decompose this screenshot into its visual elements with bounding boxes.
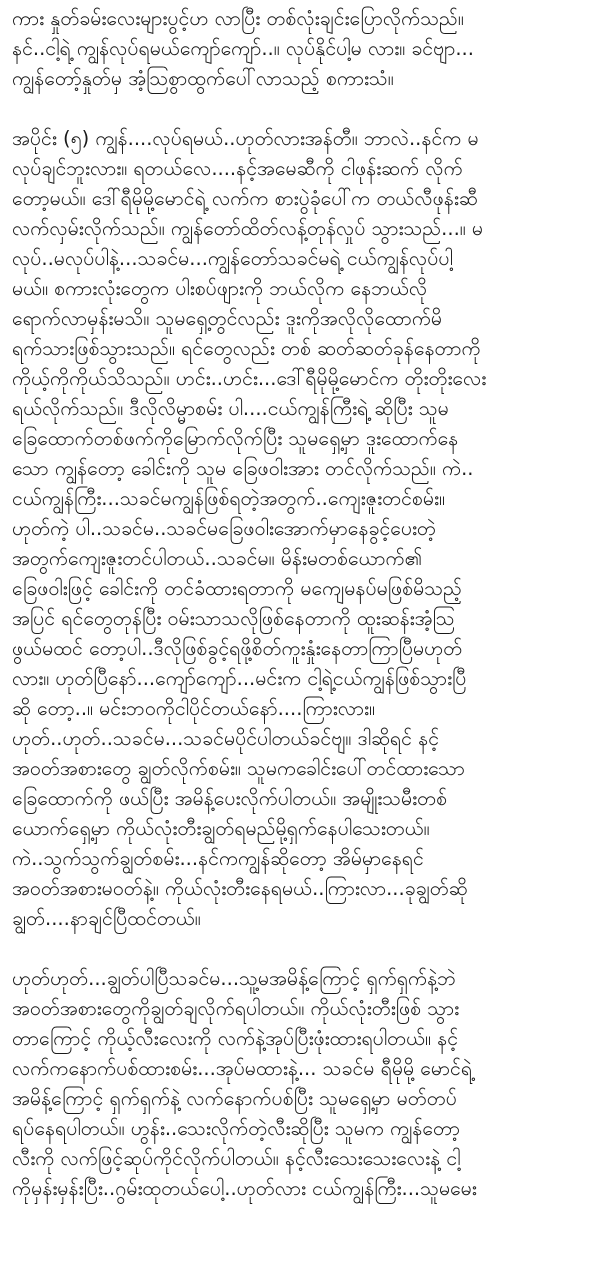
text-line: ရောက်လာမှန်းမသိ။ သူမရှေ့တွင်လည်း ဒူးကိုအလိုလိုထောက်မိ xyxy=(12,307,443,330)
text-line: နင်..ငါ့ရဲ့ ကျွန်လုပ်ရမယ်ကျော်ကျော်..။ လုပ်နိုင်ပါ့မ လား။ ခင်ဗျာ... xyxy=(12,37,474,60)
text-line: ယောက်ရှေ့မှာ ကိုယ်လုံးတီးချွတ်ရမည်မို့ရှက်နေပါသေးတယ်။ xyxy=(12,817,430,840)
text-line: ကိုမှန်းမှန်းပြီး..ဂွမ်းထုတယ်ပေါ့..ဟုတ်လား ငယ်ကျွန်ကြီး...သူမမေး xyxy=(12,1177,477,1200)
text-line: ဟုတ်..ဟုတ်..သခင်မ...သခင်မပိုင်ပါတယ်ခင်ဗျ။ ဒါဆိုရင် နင့် xyxy=(12,727,440,750)
text-line: လား။ ဟုတ်ပြီနော်...ကျော်ကျော်...မင်းက ငါ့ရဲ့ငယ်ကျွန်ဖြစ်သွားပြီ xyxy=(12,667,467,690)
text-line: ဟုတ်ဟုတ်...ချွတ်ပါပြီသခင်မ...သူ့မအမိန့်ကြောင့် ရှက်ရှက်နဲ့ဘဲ xyxy=(12,967,456,990)
text-line: ဆို တော့..။ မင်းဘဝကိုငါပိုင်တယ်နော်....ကြားလား။ xyxy=(12,697,375,720)
paragraph-intro xyxy=(12,4,599,94)
paragraph-part-5 xyxy=(12,124,599,934)
text-line: တာကြောင့် ကိုယ့်လီးလေးကို လက်နဲ့အုပ်ပြီးဖုံးထားရပါတယ်။ နင့် xyxy=(12,1027,459,1050)
text-line: မယ်။ စကားလုံးတွေက ပါးစပ်ဖျားကို ဘယ်လိုက နေဘယ်လို xyxy=(12,277,428,300)
text-line: လီးကို လက်ဖြင့်ဆုပ်ကိုင်လိုက်ပါတယ်။ နင့်လီးသေးသေးလေးနဲ့ ငါ့ xyxy=(12,1147,461,1170)
text-line: ငယ်ကျွန်ကြီး...သခင်မကျွန်ဖြစ်ရတဲ့အတွက်..ကျေးဇူးတင်စမ်း။ xyxy=(12,487,445,510)
text-line: ကဲ..သွက်သွက်ချွတ်စမ်း...နင်ကကျွန်ဆိုတော့ အိမ်မှာနေရင် xyxy=(12,847,424,870)
text-line: ဖွယ်မထင် တော့ပါ..ဒီလိုဖြစ်ခွင့်ရဖို့စိတ်ကူးနှုံးနေတာကြာပြီမဟုတ် xyxy=(12,637,463,660)
text-line: အတွက်ကျေးဇူးတင်ပါတယ်..သခင်မ။ မိန်းမတစ်ယောက်၏ xyxy=(12,547,422,570)
text-line: တော့မယ်။ ဒေါ်ရီမိုမို့မောင်ရဲ့ လက်က စားပွဲခုံပေါ်က တယ်လီဖုန်းဆီ xyxy=(12,187,478,210)
paragraph-gap xyxy=(12,94,599,124)
text-line: ခြေထောက်တစ်ဖက်ကိုမြောက်လိုက်ပြီး သူမရှေ့မှာ ဒူးထောက်နေ xyxy=(12,427,459,450)
text-line: အဝတ်အစားတွေ ချွတ်လိုက်စမ်း။ သူမကခေါင်းပေါ်တင်ထားသော xyxy=(12,757,465,780)
text-line: ခြေဖဝါးဖြင့် ခေါင်းကို တင်ခံထားရတာကို မကျေမနပ်မဖြစ်မိသည့် xyxy=(12,577,462,600)
text-line: ကား နှုတ်ခမ်းလေးများပွင့်ဟ လာပြီး တစ်လုံးချင်းပြောလိုက်သည်။ xyxy=(12,7,464,30)
text-line: ရက်သားဖြစ်သွားသည်။ ရင်တွေလည်း တစ် ဆတ်ဆတ်ခုန်နေတာကို xyxy=(12,337,481,360)
text-line: ရယ်လိုက်သည်။ ဒီလိုလိမ္မာစမ်း ပါ....ငယ်ကျွန်ကြီးရဲ့ ဆိုပြီး သူမ xyxy=(12,397,449,420)
text-line: ဟုတ်ကဲ့ ပါ..သခင်မ..သခင်မခြေဖဝါးအောက်မှာနေခွင့်ပေးတဲ့ xyxy=(12,517,436,540)
text-line: အဝတ်အစားမဝတ်နဲ့။ ကိုယ်လုံးတီးနေရမယ်..ကြားလာ...ခုချွတ်ဆို xyxy=(12,877,468,900)
text-line: ကျွန်တော့်နှုတ်မှ အံ့သြစွာထွက်ပေါ်လာသည့် စကားသံ။ xyxy=(12,67,394,90)
text-line: ကိုယ့်ကိုကိုယ်သိသည်။ ဟင်း..ဟင်း...ဒေါ်ရီမိုမို့မောင်က တိုးတိုးလေး xyxy=(12,367,487,390)
text-line: ချွတ်....နာချင်ပြီထင်တယ်။ xyxy=(12,907,201,930)
text-line: ရပ်နေရပါတယ်။ ဟွန်း..သေးလိုက်တဲ့လီးဆိုပြီး သူမက ကျွန်တော့ xyxy=(12,1117,460,1140)
text-line: လုပ်ချင်ဘူးလား။ ရတယ်လေ....နင့်အမေဆီကို ငါဖုန်းဆက် လိုက် xyxy=(12,157,463,180)
text-line: အမိန့်ကြောင့် ရှက်ရှက်နဲ့ လက်နောက်ပစ်ပြီး သူမရှေ့မှာ မတ်တပ် xyxy=(12,1087,457,1110)
text-line: သော ကျွန်တော့ ခေါင်းကို သူမ ခြေဖဝါးအား တင်လိုက်သည်။ ကဲ.. xyxy=(12,457,474,480)
text-line: အဝတ်အစားတွေကိုချွတ်ချလိုက်ရပါတယ်။ ကိုယ်လုံးတီးဖြစ် သွား xyxy=(12,997,460,1020)
paragraph-continuation xyxy=(12,964,599,1204)
text-line: ခြေထောက်ကို ဖယ်ပြီး အမိန့်ပေးလိုက်ပါတယ်။ အမျိုးသမီးတစ် xyxy=(12,787,448,810)
text-line: လက်လှမ်းလိုက်သည်။ ကျွန်တော်ထိတ်လန့်တုန်လှုပ် သွားသည်...။ မ xyxy=(12,217,484,240)
text-line: အပိုင်း (၅) ကျွန်....လုပ်ရမယ်..ဟုတ်လားအန်တီ။ ဘာလဲ..နင်က မ xyxy=(12,127,479,150)
text-line: လုပ်..မလုပ်ပါနဲ့...သခင်မ...ကျွန်တော်သခင်မရဲ့ ငယ်ကျွန်လုပ်ပါ့ xyxy=(12,247,453,270)
text-line: လက်ကနောက်ပစ်ထားစမ်း...အုပ်မထားနဲ့... သခင်မ ရီမိုမို့ မောင်ရဲ့ xyxy=(12,1057,473,1080)
paragraph-gap xyxy=(12,934,599,964)
text-line: အပြင် ရင်တွေတုန်ပြီး ဝမ်းသာသလိုဖြစ်နေတာကို ထူးဆန်းအံ့သြ xyxy=(12,607,455,630)
